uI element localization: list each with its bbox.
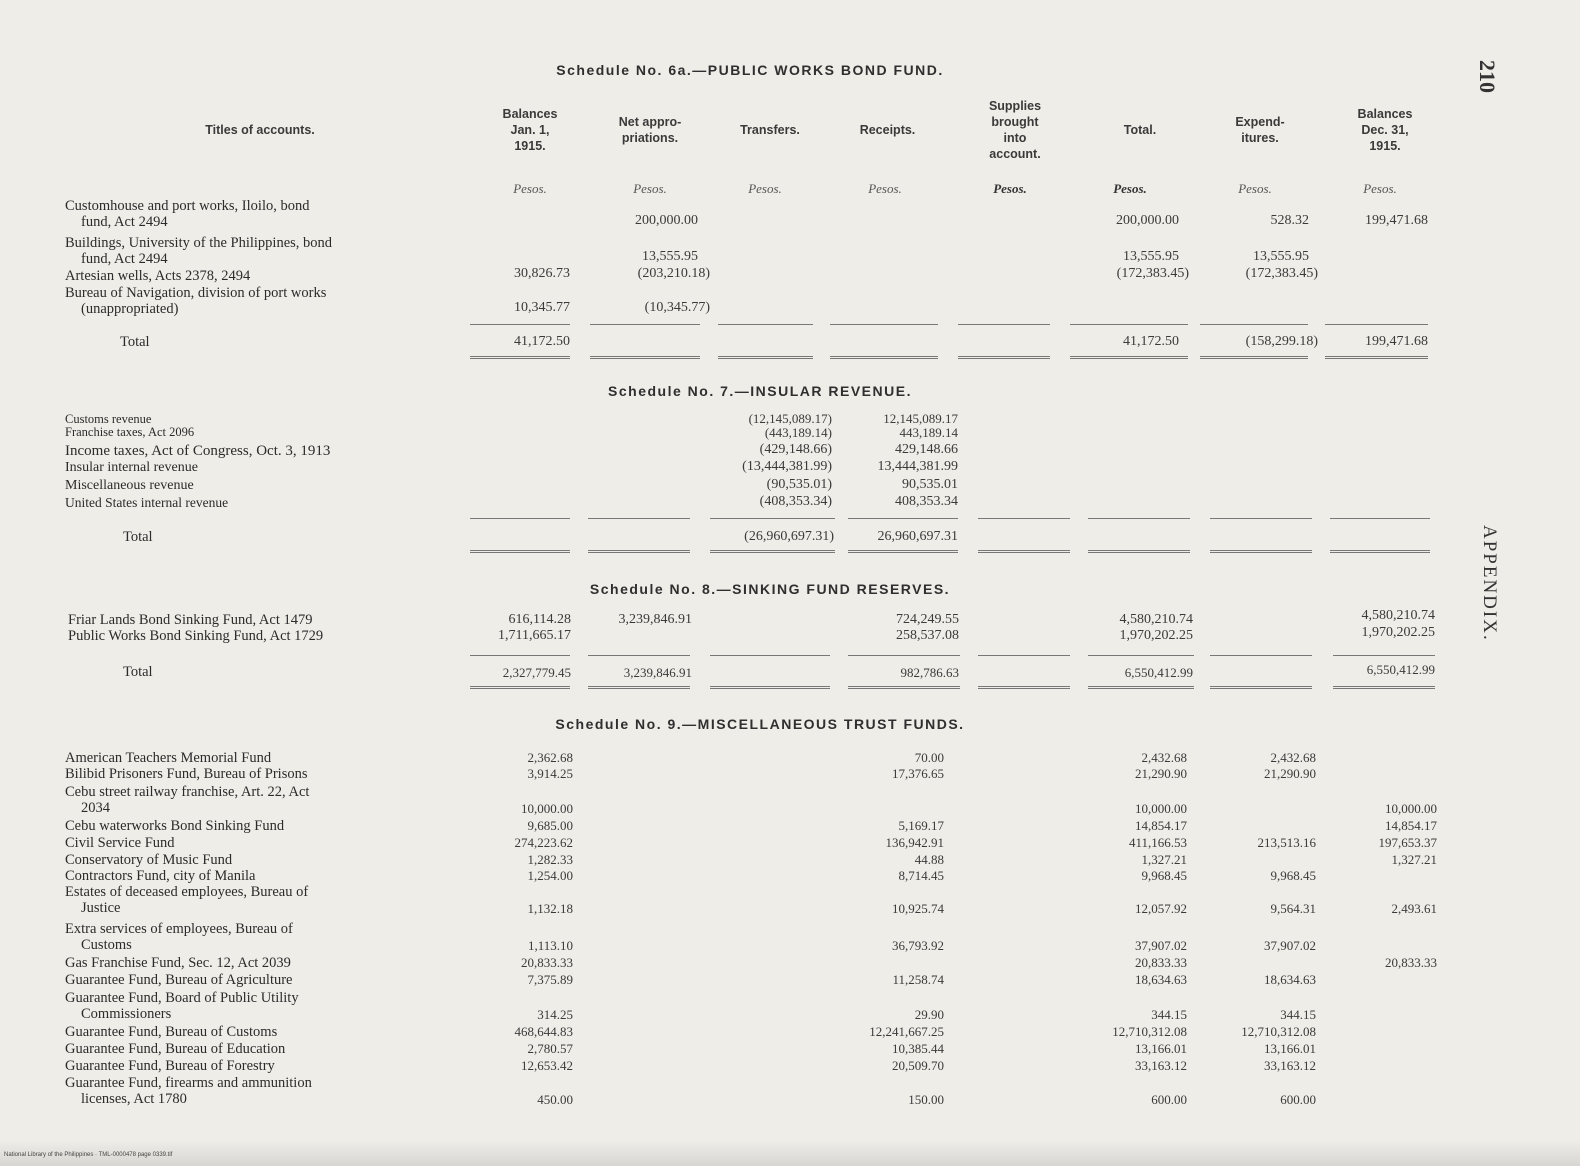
cell-bal-dec: 10,000.00 [1385,801,1437,816]
cell-receipts: 90,535.01 [902,477,958,492]
row-title: Public Works Bond Sinking Fund, Act 1729 [68,628,324,644]
cell-bal-jan: 7,375.89 [527,972,573,987]
cell-receipts: 408,353.34 [895,494,958,509]
cell-bal-dec: 199,471.68 [1365,213,1428,228]
header-net-appropriations: Net appro- priations. [618,115,682,145]
row-title: United States internal revenue [65,495,229,510]
cell-total: 13,166.01 [1135,1041,1187,1056]
row-title: Franchise taxes, Act 2096 [65,425,195,439]
cell-total: 9,968.45 [1141,868,1187,883]
cell-bal-jan: 468,644.83 [514,1024,573,1039]
row-title: Income taxes, Act of Congress, Oct. 3, 1913 [65,443,331,459]
header-expenditures: Expend- itures. [1235,115,1285,145]
cell-expend: 37,907.02 [1264,938,1316,953]
cell-total: 13,555.95 [1123,249,1179,264]
cell-bal-jan: 1,132.18 [527,901,573,916]
cell-receipts: 17,376.65 [892,766,944,781]
row-title: Customhouse and port works, Iloilo, bond fund, Act 2494 [65,198,310,230]
row-title: Miscellaneous revenue [65,478,194,493]
row-title: Friar Lands Bond Sinking Fund, Act 1479 [68,612,313,628]
cell-net: 3,239,846.91 [618,612,692,627]
cell-bal-jan: 10,000.00 [521,801,573,816]
cell-expend: 528.32 [1270,213,1309,228]
cell-receipts: 26,960,697.31 [877,529,958,544]
total-label: Total [123,529,153,545]
cell-net: 13,555.95 [642,249,698,264]
header-balances-jan: Balances Jan. 1, 1915. [502,107,558,153]
cell-receipts: 10,385.44 [892,1041,944,1056]
cell-total: 4,580,210.74 [1119,612,1193,627]
cell-transfers: (408,353.34) [759,494,832,509]
cell-expend: (172,383.45) [1245,266,1318,281]
cell-bal-jan: 1,254.00 [527,868,573,883]
cell-bal-jan: 314.25 [537,1007,573,1022]
cell-bal-jan: 450.00 [537,1092,573,1107]
row-title: Civil Service Fund [65,835,175,851]
row-title: Conservatory of Music Fund [65,852,233,868]
page-number: 210 [1475,60,1500,93]
cell-total: 1,970,202.25 [1119,628,1193,643]
schedule-9-title: Schedule No. 9.—MISCELLANEOUS TRUST FUNDS. [555,716,965,732]
cell-bal-jan: 10,345.77 [514,300,570,315]
cell-receipts: 136,942.91 [885,835,944,850]
row-title: American Teachers Memorial Fund [65,750,272,766]
cell-total: 600.00 [1151,1092,1187,1107]
cell-bal-jan: 20,833.33 [521,955,573,970]
row-title: Bureau of Navigation, division of port works (unappropriated) [65,285,327,317]
cell-bal-jan: 12,653.42 [521,1058,573,1073]
cell-expend: 344.15 [1280,1007,1316,1022]
cell-receipts: 13,444,381.99 [877,459,958,474]
cell-receipts: 12,241,667.25 [869,1024,944,1039]
schedule-7-title: Schedule No. 7.—INSULAR REVENUE. [608,383,912,399]
row-title: Guarantee Fund, Bureau of Education [65,1041,286,1057]
cell-transfers: (12,145,089.17) [748,411,832,426]
cell-bal-jan: 9,685.00 [527,818,573,833]
cell-bal-dec: 20,833.33 [1385,955,1437,970]
footer-credit: National Library of the Philippines · TML-0000478 page 0339.tif [4,1152,173,1158]
cell-total: 18,634.63 [1135,972,1187,987]
cell-total: 2,432.68 [1141,750,1187,765]
cell-bal-dec: 14,854.17 [1385,818,1437,833]
cell-bal-jan: 3,914.25 [527,766,573,781]
unit-label: Pesos. [1113,181,1147,196]
row-title: Cebu waterworks Bond Sinking Fund [65,818,285,834]
cell-expend: 21,290.90 [1264,766,1316,781]
cell-expend: 213,513.16 [1257,835,1316,850]
cell-transfers: (429,148.66) [759,442,832,457]
total-label: Total [120,334,150,350]
side-label: APPENDIX. [1479,525,1500,642]
cell-total: 12,710,312.08 [1112,1024,1187,1039]
row-title: Contractors Fund, city of Manila [65,868,256,884]
cell-net: (203,210.18) [637,266,710,281]
cell-total: 12,057.92 [1135,901,1187,916]
header-titles: Titles of accounts. [205,123,315,137]
cell-receipts: 44.88 [914,852,944,867]
cell-total: 6,550,412.99 [1124,665,1193,680]
unit-label: Pesos. [633,181,667,196]
cell-bal-jan: 30,826.73 [514,266,570,281]
cell-bal-jan: 1,113.10 [527,938,573,953]
cell-receipts: 8,714.45 [898,868,944,883]
cell-bal-jan: 41,172.50 [514,334,570,349]
cell-total: 21,290.90 [1135,766,1187,781]
cell-total: 20,833.33 [1135,955,1187,970]
cell-transfers: (13,444,381.99) [742,459,832,474]
cell-total: 41,172.50 [1123,334,1179,349]
cell-total: 200,000.00 [1116,213,1179,228]
cell-bal-dec: 6,550,412.99 [1366,662,1435,677]
cell-bal-dec: 1,327.21 [1391,852,1437,867]
unit-label: Pesos. [993,181,1027,196]
total-label: Total [123,664,153,680]
header-receipts: Receipts. [859,123,916,137]
cell-total: 344.15 [1151,1007,1187,1022]
unit-label: Pesos. [513,181,547,196]
cell-transfers: (443,189.14) [764,425,832,440]
unit-label: Pesos. [748,181,782,196]
cell-total: 10,000.00 [1135,801,1187,816]
cell-total: 14,854.17 [1135,818,1187,833]
cell-receipts: 11,258.74 [892,972,944,987]
cell-expend: 13,555.95 [1253,249,1309,264]
cell-receipts: 10,925.74 [892,901,944,916]
cell-bal-dec: 1,970,202.25 [1361,625,1435,640]
unit-label: Pesos. [868,181,902,196]
cell-net: 200,000.00 [635,213,698,228]
cell-receipts: 29.90 [914,1007,944,1022]
cell-net: 3,239,846.91 [623,665,692,680]
cell-receipts: 12,145,089.17 [883,411,958,426]
row-title: Insular internal revenue [65,460,198,475]
cell-expend: 9,968.45 [1270,868,1316,883]
cell-bal-jan: 2,362.68 [527,750,573,765]
row-title: Extra services of employees, Bureau of Customs [65,921,293,953]
cell-receipts: 982,786.63 [900,665,959,680]
cell-receipts: 443,189.14 [899,425,958,440]
row-title: Guarantee Fund, Bureau of Customs [65,1024,278,1040]
cell-expend: 2,432.68 [1270,750,1316,765]
cell-expend: 9,564.31 [1270,901,1316,916]
row-title: Bilibid Prisoners Fund, Bureau of Prisons [65,766,308,782]
cell-bal-dec: 4,580,210.74 [1361,608,1435,623]
row-title: Estates of deceased employees, Bureau of Justice [65,884,309,916]
row-title: Cebu street railway franchise, Art. 22, Act 2034 [65,784,310,816]
header-total: Total. [1123,123,1157,137]
cell-total: 1,327.21 [1141,852,1187,867]
row-title: Gas Franchise Fund, Sec. 12, Act 2039 [65,955,291,971]
cell-expend: 12,710,312.08 [1241,1024,1316,1039]
row-title: Guarantee Fund, firearms and ammunition licenses, Act 1780 [65,1075,312,1107]
unit-label: Pesos. [1238,181,1272,196]
header-transfers: Transfers. [740,123,800,137]
cell-receipts: 429,148.66 [895,442,958,457]
schedule-6a-title: Schedule No. 6a.—PUBLIC WORKS BOND FUND. [556,62,944,78]
cell-receipts: 70.00 [914,750,944,765]
cell-total: (172,383.45) [1116,266,1189,281]
cell-net: (10,345.77) [644,300,710,315]
cell-receipts: 36,793.92 [892,938,944,953]
row-title: Guarantee Fund, Bureau of Agriculture [65,972,293,988]
cell-bal-jan: 2,780.57 [527,1041,573,1056]
cell-bal-dec: 199,471.68 [1365,334,1428,349]
unit-label: Pesos. [1363,181,1397,196]
header-supplies: Supplies brought into account. [988,99,1042,161]
cell-receipts: 258,537.08 [896,628,959,643]
cell-bal-jan: 616,114.28 [508,612,571,627]
cell-total: 33,163.12 [1135,1058,1187,1073]
cell-bal-jan: 1,282.33 [527,852,573,867]
cell-expend: 600.00 [1280,1092,1316,1107]
cell-total: 411,166.53 [1128,835,1187,850]
cell-receipts: 20,509.70 [892,1058,944,1073]
row-title: Guarantee Fund, Board of Public Utility Commissioners [65,990,299,1022]
cell-total: 37,907.02 [1135,938,1187,953]
cell-transfers: (26,960,697.31) [744,529,834,544]
cell-expend: 13,166.01 [1264,1041,1316,1056]
cell-bal-dec: 197,653.37 [1378,835,1437,850]
cell-bal-jan: 1,711,665.17 [498,628,571,643]
row-title: Buildings, University of the Philippines, bond fund, Act 2494 [65,235,333,267]
row-title: Artesian wells, Acts 2378, 2494 [65,268,251,284]
cell-bal-dec: 2,493.61 [1391,901,1437,916]
cell-expend: 33,163.12 [1264,1058,1316,1073]
cell-receipts: 150.00 [908,1092,944,1107]
row-title: Customs revenue [65,412,152,426]
header-balances-dec: Balances Dec. 31, 1915. [1357,107,1413,153]
cell-transfers: (90,535.01) [766,477,832,492]
schedule-8-title: Schedule No. 8.—SINKING FUND RESERVES. [589,581,951,597]
cell-bal-jan: 2,327,779.45 [502,665,571,680]
cell-expend: 18,634.63 [1264,972,1316,987]
cell-receipts: 5,169.17 [898,818,944,833]
cell-expend: (158,299.18) [1245,334,1318,349]
cell-receipts: 724,249.55 [896,612,959,627]
row-title: Guarantee Fund, Bureau of Forestry [65,1058,275,1074]
cell-bal-jan: 274,223.62 [514,835,573,850]
